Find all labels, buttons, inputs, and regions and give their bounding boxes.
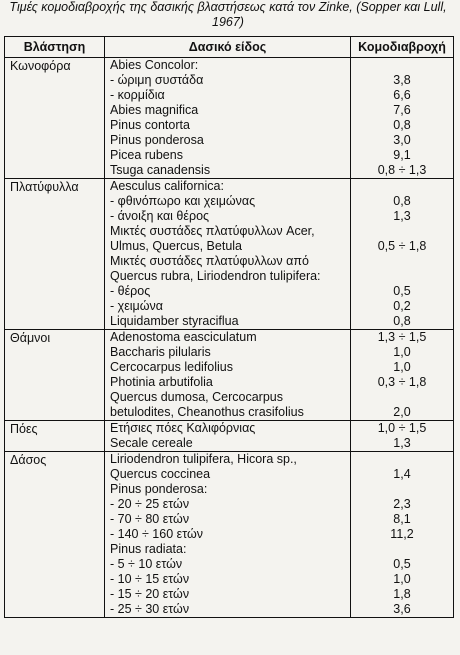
species-cell	[105, 330, 351, 421]
vegetation-category: Κωνοφόρα	[5, 58, 105, 179]
species-line: Abies Concolor:	[110, 58, 199, 72]
value-cell	[351, 330, 454, 421]
interception-value: 0,2	[393, 299, 411, 313]
species-line: Pinus contorta	[110, 118, 190, 132]
interception-value: 0,5	[393, 284, 411, 298]
table-group-row	[5, 421, 454, 452]
value-cell	[351, 452, 454, 618]
species-line: - θέρος	[110, 284, 151, 298]
species-line: Tsuga canadensis	[110, 163, 211, 177]
species-line: Picea rubens	[110, 148, 183, 162]
species-line: - ώριμη συστάδα	[110, 73, 204, 87]
species-line: - 70 ÷ 80 ετών	[110, 512, 190, 526]
interception-value: 3,6	[393, 602, 411, 616]
table-group-row	[5, 58, 454, 179]
species-line: Secale cereale	[110, 436, 193, 450]
interception-value: 1,0	[393, 345, 411, 359]
table-group-row	[5, 452, 454, 618]
interception-value: 0,3 ÷ 1,8	[377, 375, 427, 389]
interception-value: 2,3	[393, 497, 411, 511]
species-cell	[105, 179, 351, 330]
species-line: Liquidamber styraciflua	[110, 314, 239, 328]
species-line: - κορμίδια	[110, 88, 165, 102]
species-line: - 140 ÷ 160 ετών	[110, 527, 203, 541]
table-group-row	[5, 330, 454, 421]
species-line: Adenostoma easciculatum	[110, 330, 257, 344]
interception-value: 8,1	[393, 512, 411, 526]
interception-value: 3,0	[393, 133, 411, 147]
interception-value: 11,2	[390, 527, 414, 541]
species-line: Pinus ponderosa:	[110, 482, 208, 496]
interception-value: 1,0	[393, 360, 411, 374]
species-cell	[105, 452, 351, 618]
species-line: Cercocarpus ledifolius	[110, 360, 233, 374]
species-line: - 5 ÷ 10 ετών	[110, 557, 183, 571]
header-vegetation: Βλάστηση	[5, 37, 105, 58]
species-line: - φθινόπωρο και χειμώνας	[110, 194, 256, 208]
interception-value: 0,8 ÷ 1,3	[377, 163, 427, 177]
interception-value: 1,3	[393, 209, 411, 223]
value-cell	[351, 179, 454, 330]
interception-value	[351, 58, 453, 73]
species-line: - 25 ÷ 30 ετών	[110, 602, 190, 616]
interception-value: 1,0 ÷ 1,5	[377, 421, 427, 435]
vegetation-category: Πόες	[5, 421, 105, 452]
interception-value: 1,4	[393, 467, 411, 481]
species-line: betulodites, Cheanothus crasifolius	[110, 405, 304, 419]
species-line: - 10 ÷ 15 ετών	[110, 572, 190, 586]
species-line: Abies magnifica	[110, 103, 199, 117]
species-line: Ετήσιες πόες Καλιφόρνιας	[110, 421, 256, 435]
species-line: Liriodendron tulipifera, Hicora sp.,	[110, 452, 297, 466]
interception-value: 9,1	[393, 148, 411, 162]
table-caption: Τιμές κομοδιαβροχής της δασικής βλαστήσεως κατά τον Zinke, (Sopper και Lull, 1967)	[9, 0, 447, 29]
species-cell	[105, 421, 351, 452]
interception-value: 0,8	[393, 118, 411, 132]
species-line: Μικτές συστάδες πλατύφυλλων Acer,	[110, 224, 315, 238]
interception-value	[351, 179, 453, 194]
species-line: Ulmus, Quercus, Betula	[110, 239, 242, 253]
interception-value	[351, 482, 453, 497]
species-line: - άνοιξη και θέρος	[110, 209, 210, 223]
value-cell	[351, 421, 454, 452]
interception-value	[351, 452, 453, 467]
species-line: Quercus dumosa, Cercocarpus	[110, 390, 283, 404]
interception-value: 3,8	[393, 73, 411, 87]
header-row	[5, 37, 454, 58]
interception-value	[351, 390, 453, 405]
species-line: Photinia arbutifolia	[110, 375, 213, 389]
species-line: - 20 ÷ 25 ετών	[110, 497, 190, 511]
header-interception: Κομοδιαβροχή	[351, 37, 454, 58]
interception-value: 0,8	[393, 314, 411, 328]
species-line: Pinus radiata:	[110, 542, 187, 556]
species-line: - χειμώνα	[110, 299, 163, 313]
value-cell	[351, 58, 454, 179]
species-line: Μικτές συστάδες πλατύφυλλων από	[110, 254, 309, 268]
interception-value: 0,5	[393, 557, 411, 571]
interception-value: 6,6	[393, 88, 411, 102]
species-line: Aesculus californica:	[110, 179, 224, 193]
vegetation-category: Πλατύφυλλα	[5, 179, 105, 330]
interception-value: 7,6	[393, 103, 411, 117]
header-species: Δασικό είδος	[105, 37, 351, 58]
table-group-row	[5, 179, 454, 330]
interception-value: 1,0	[393, 572, 411, 586]
interception-value: 0,8	[393, 194, 411, 208]
vegetation-category: Δάσος	[5, 452, 105, 618]
vegetation-category: Θάμνοι	[5, 330, 105, 421]
species-line: Pinus ponderosa	[110, 133, 204, 147]
species-line: - 15 ÷ 20 ετών	[110, 587, 190, 601]
interception-value: 1,8	[393, 587, 411, 601]
species-cell	[105, 58, 351, 179]
species-line: Baccharis pilularis	[110, 345, 211, 359]
interception-table	[4, 36, 454, 618]
species-line: Quercus coccinea	[110, 467, 211, 481]
interception-value	[351, 224, 453, 239]
interception-value: 1,3	[393, 436, 411, 450]
interception-value	[351, 269, 453, 284]
species-line: Quercus rubra, Liriodendron tulipifera:	[110, 269, 321, 283]
interception-value: 1,3 ÷ 1,5	[377, 330, 427, 344]
interception-value	[351, 542, 453, 557]
interception-value: 2,0	[393, 405, 411, 419]
interception-value	[351, 254, 453, 269]
interception-value: 0,5 ÷ 1,8	[377, 239, 427, 253]
